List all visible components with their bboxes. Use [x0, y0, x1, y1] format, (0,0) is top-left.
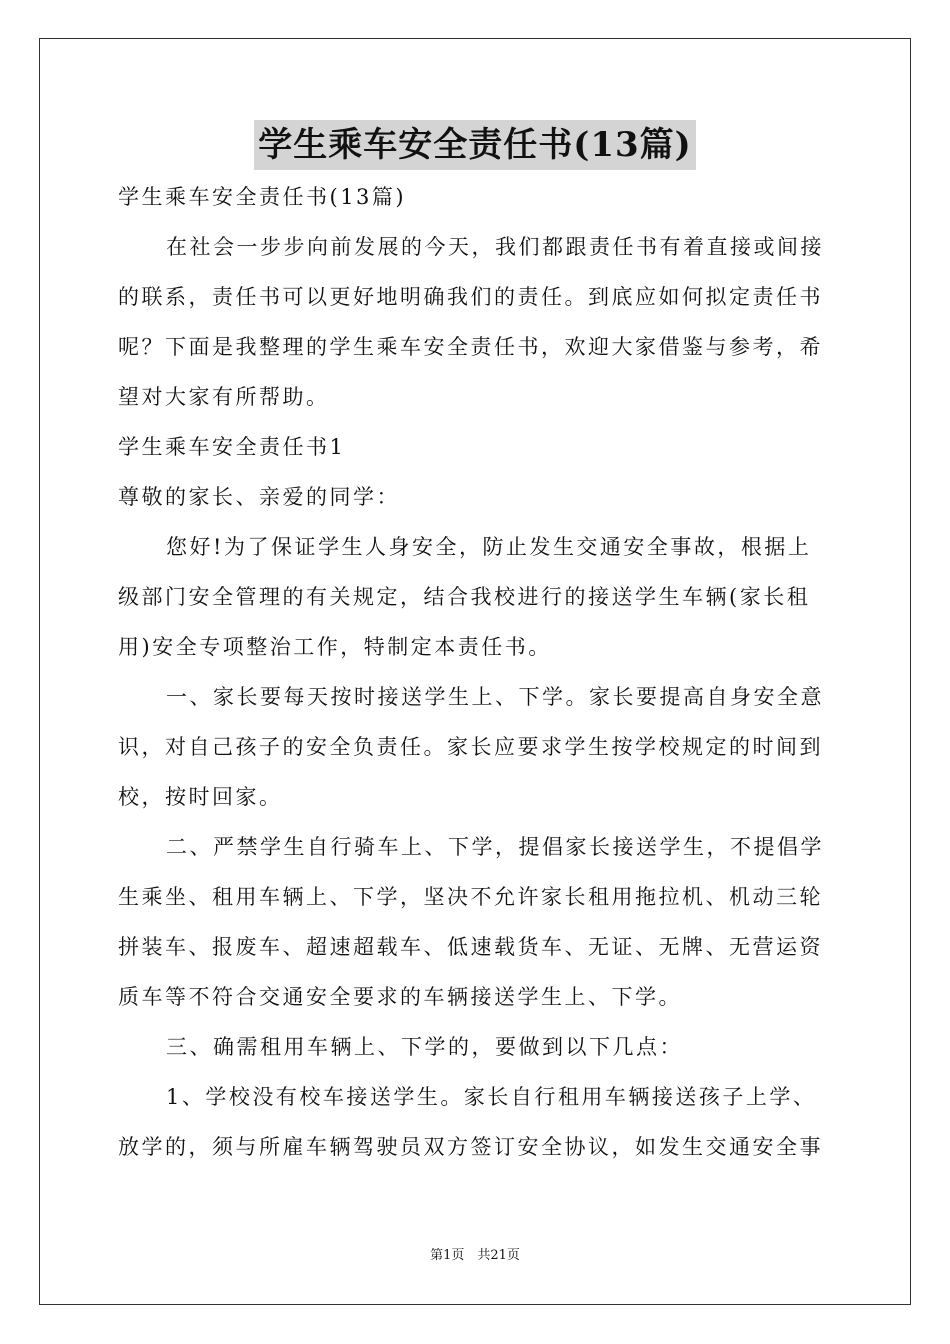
- document-subtitle: 学生乘车安全责任书(13篇): [118, 185, 407, 209]
- body-paragraph: 您好!为了保证学生人身安全，防止发生交通安全事故，根据上级部门安全管理的有关规定，结合我校进行的接送学生车辆(家长租用)安全专项整治工作，特制定本责任书。: [118, 535, 812, 659]
- document-body: [118, 172, 832, 1172]
- body-paragraph: 1、学校没有校车接送学生。家长自行租用车辆接送孩子上学、放学的，须与所雇车辆驾驶员双方签订安全协议，如发生交通安全事: [118, 1085, 823, 1159]
- page-footer: 第1页 共21页: [430, 1248, 520, 1263]
- document-title: 学生乘车安全责任书(13篇): [254, 120, 696, 170]
- salutation: 尊敬的家长、亲爱的同学：: [118, 485, 400, 509]
- body-paragraph: 二、严禁学生自行骑车上、下学，提倡家长接送学生，不提倡学生乘坐、租用车辆上、下学，坚决不允许家长租用拖拉机、机动三轮拼装车、报废车、超速超载车、低速载货车、无证、无牌、无营运资质车等不符合交通安全要求的车辆接送学生上、下学。: [118, 835, 824, 1009]
- body-paragraph: 三、确需租用车辆上、下学的，要做到以下几点：: [166, 1035, 683, 1059]
- title-container: [0, 120, 950, 170]
- intro-paragraph: 在社会一步步向前发展的今天，我们都跟责任书有着直接或间接的联系，责任书可以更好地明确我们的责任。到底应如何拟定责任书呢？下面是我整理的学生乘车安全责任书，欢迎大家借鉴与参考，希望对大家有所帮助。: [118, 235, 824, 409]
- section-heading: 学生乘车安全责任书1: [118, 435, 346, 459]
- body-paragraph: 一、家长要每天按时接送学生上、下学。家长要提高自身安全意识，对自己孩子的安全负责任。家长应要求学生按学校规定的时间到校，按时回家。: [118, 685, 824, 809]
